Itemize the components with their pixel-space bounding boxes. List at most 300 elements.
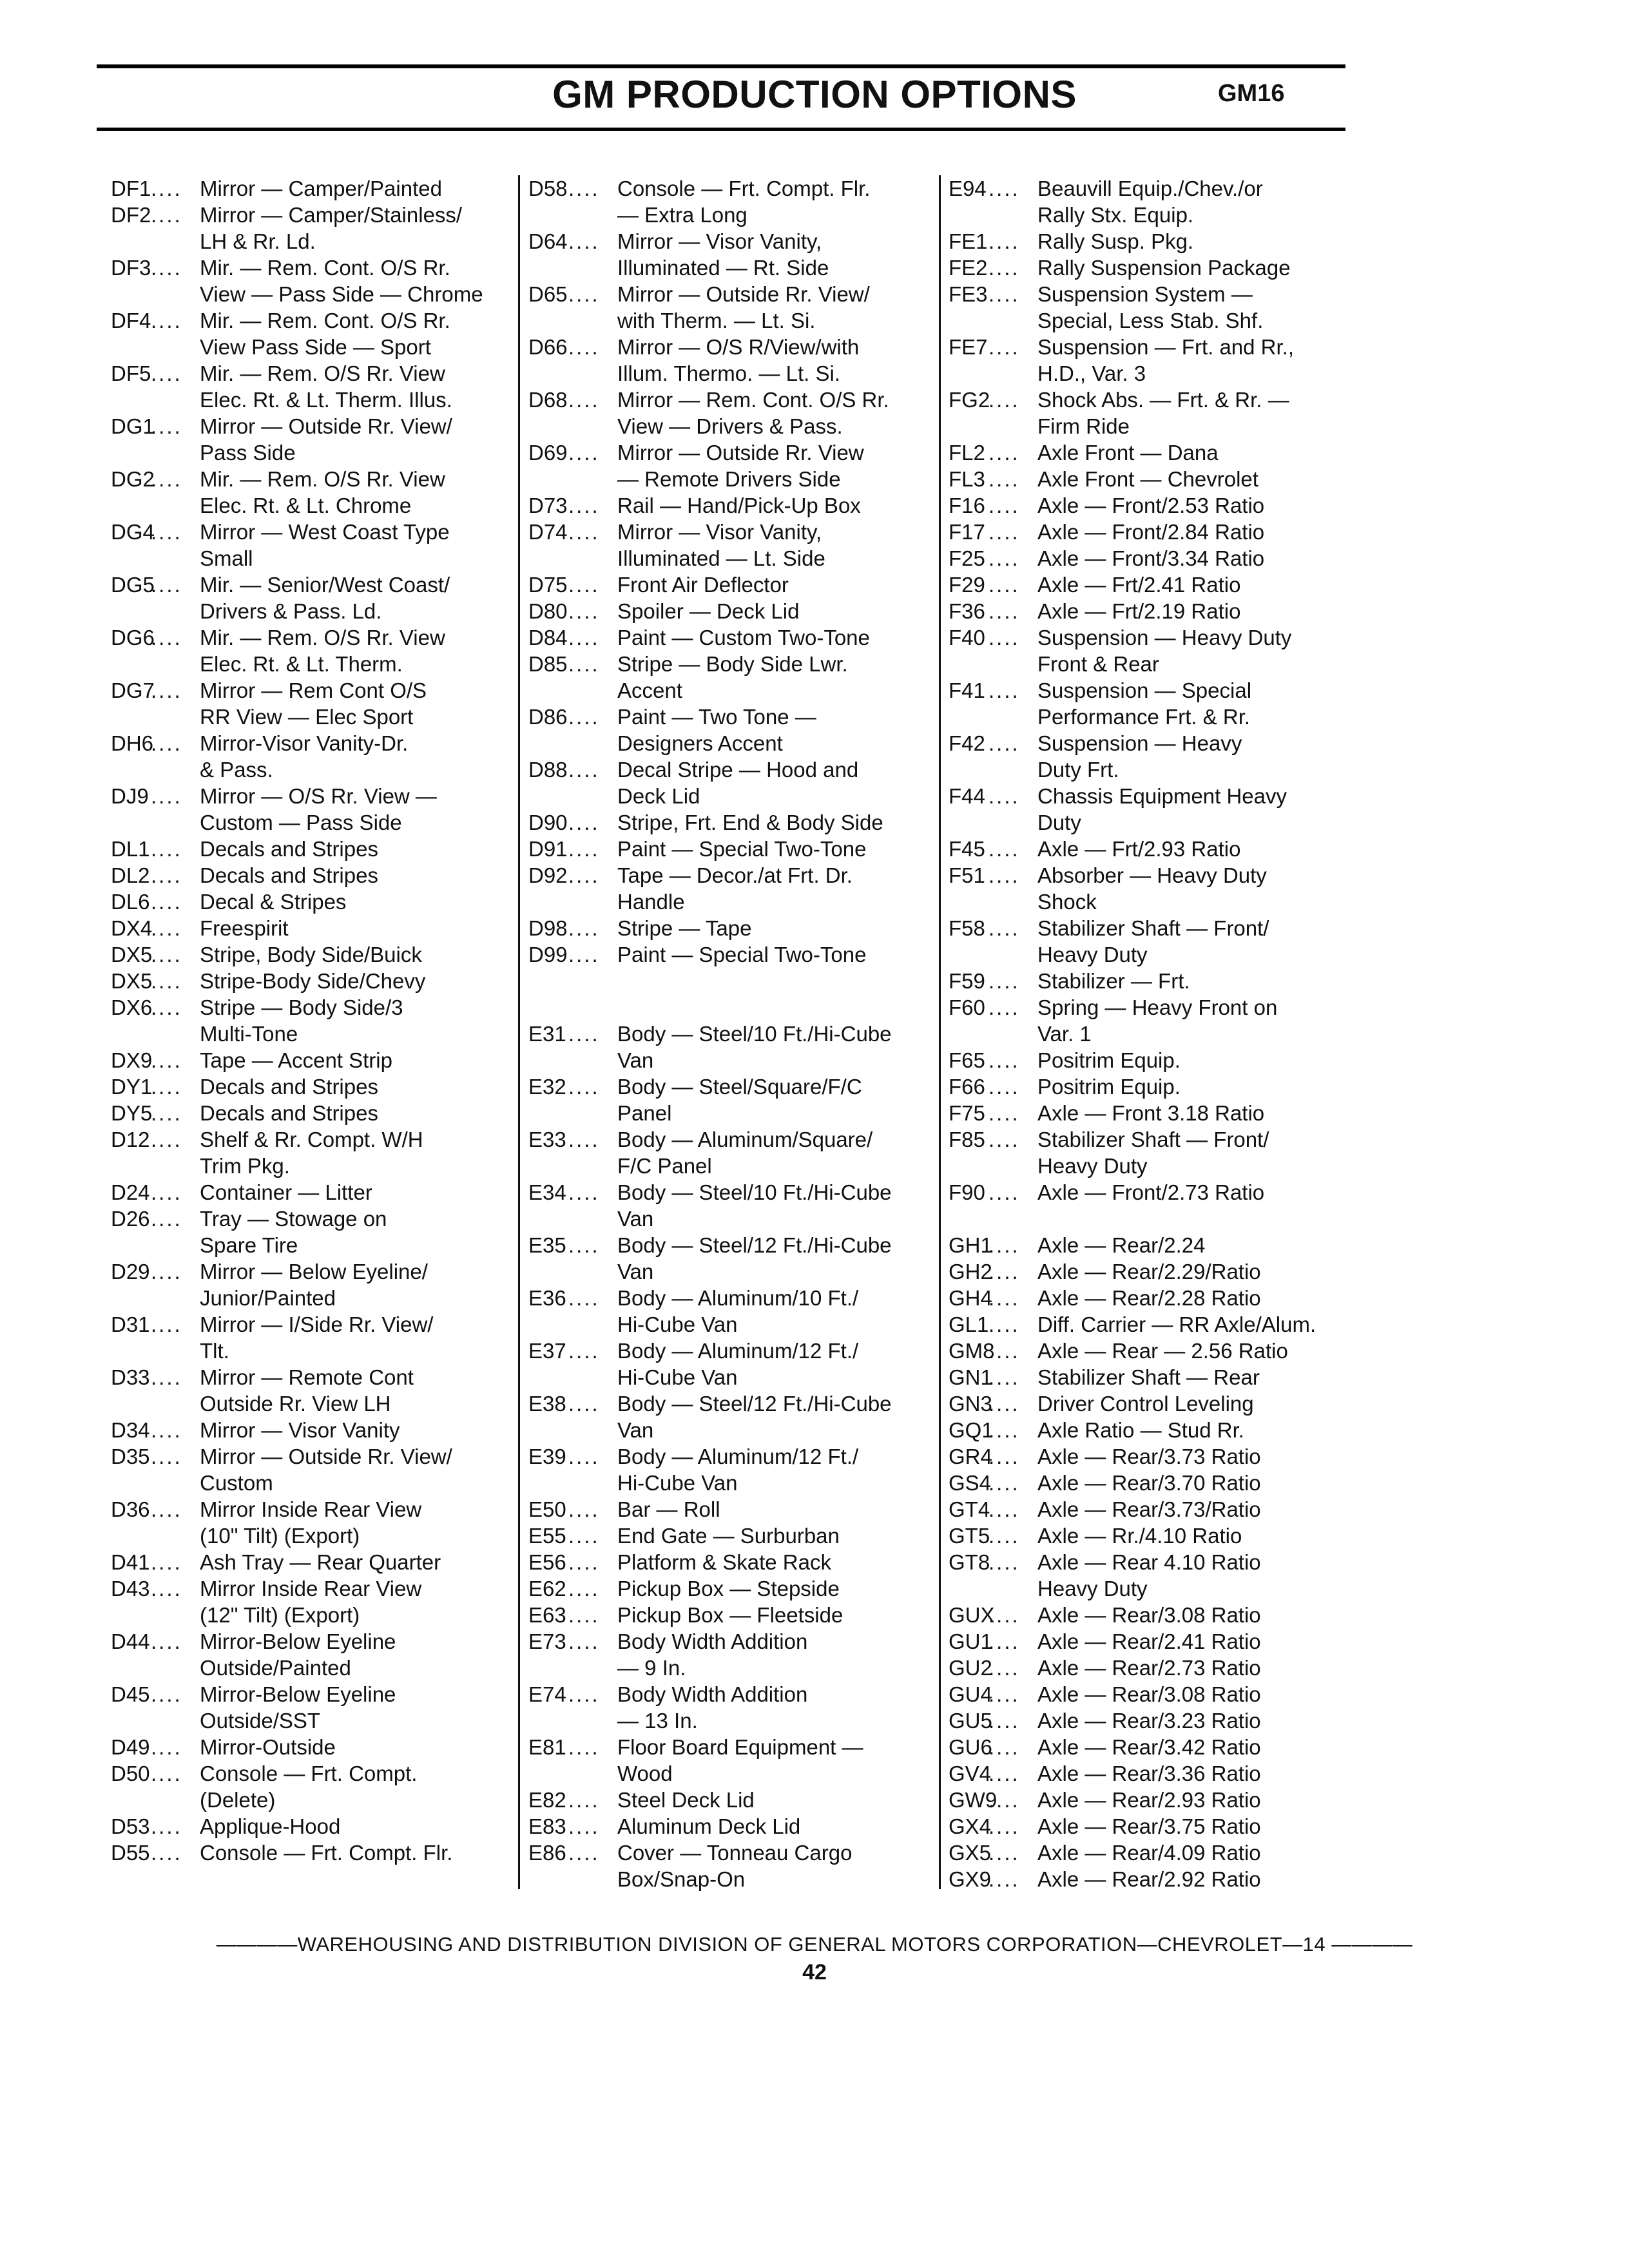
leader-dots: ....: [988, 441, 1020, 465]
option-description: Heavy Duty: [1037, 1577, 1148, 1600]
option-code: D69: [528, 441, 568, 465]
option-code: GQ1: [949, 1418, 994, 1442]
leader-dots: ....: [568, 1788, 600, 1812]
leader-dots: ....: [988, 1497, 1020, 1521]
option-description: Decals and Stripes: [200, 837, 378, 861]
options-column-3: [949, 175, 1348, 1915]
option-continuation: [949, 1021, 1348, 1047]
option-description: Body Width Addition: [617, 1629, 808, 1653]
option-description: Drivers & Pass. Ld.: [200, 599, 382, 623]
option-entry: [111, 889, 497, 915]
option-code: DG1: [111, 414, 155, 438]
option-entry: [949, 1364, 1348, 1390]
option-code: E56: [528, 1550, 566, 1574]
option-entry: [949, 1443, 1348, 1470]
option-code: E38: [528, 1392, 566, 1416]
leader-dots: ....: [151, 916, 182, 940]
option-continuation: [528, 307, 928, 334]
leader-dots: ....: [988, 837, 1020, 861]
option-description: Outside/SST: [200, 1709, 321, 1733]
option-description: Mirror — Rem. Cont. O/S Rr.: [617, 388, 889, 412]
option-description: Shock: [1037, 890, 1097, 914]
option-description: Shock Abs. — Frt. & Rr. —: [1037, 388, 1289, 412]
leader-dots: ....: [988, 916, 1020, 940]
option-code: GU1: [949, 1629, 992, 1653]
option-description: Body — Aluminum/12 Ft./: [617, 1339, 859, 1363]
option-code: DX9: [111, 1048, 153, 1072]
leader-dots: ....: [568, 1075, 600, 1099]
option-continuation: [528, 545, 928, 572]
option-continuation: [111, 1602, 497, 1628]
leader-dots: ....: [568, 1524, 600, 1548]
option-description: Duty Frt.: [1037, 758, 1119, 782]
option-entry: [949, 1602, 1348, 1628]
option-description: Mirror-Outside: [200, 1735, 336, 1759]
leader-dots: ....: [568, 1445, 600, 1468]
option-continuation: [949, 809, 1348, 836]
leader-dots: ....: [151, 361, 182, 385]
option-code: D80: [528, 599, 568, 623]
option-code: D55: [111, 1841, 150, 1865]
option-code: D92: [528, 863, 568, 887]
option-description: Axle — Rear/3.42 Ratio: [1037, 1735, 1261, 1759]
option-entry: [949, 968, 1348, 994]
option-code: D34: [111, 1418, 150, 1442]
option-entry: [528, 941, 928, 968]
option-entry: [949, 1126, 1348, 1153]
option-entry: [949, 1417, 1348, 1443]
option-description: Elec. Rt. & Lt. Chrome: [200, 494, 412, 517]
leader-dots: ....: [988, 1392, 1020, 1416]
option-description: Body — Steel/10 Ft./Hi-Cube: [617, 1022, 892, 1046]
option-continuation: [528, 466, 928, 492]
option-description: Spring — Heavy Front on: [1037, 995, 1278, 1019]
option-code: D98: [528, 916, 568, 940]
leader-dots: ....: [988, 1762, 1020, 1785]
option-description: Small: [200, 546, 253, 570]
option-entry: [949, 228, 1348, 255]
leader-dots: ....: [568, 441, 600, 465]
option-description: Axle — Front/2.84 Ratio: [1037, 520, 1265, 544]
option-entry: [111, 255, 497, 281]
option-description: Rail — Hand/Pick-Up Box: [617, 494, 861, 517]
leader-dots: ....: [988, 1286, 1020, 1310]
option-description: Wood: [617, 1762, 673, 1785]
option-entry: [528, 1338, 928, 1364]
column-divider: [939, 175, 941, 1889]
leader-dots: ....: [988, 995, 1020, 1019]
leader-dots: ....: [568, 1603, 600, 1627]
option-entry: [949, 281, 1348, 307]
option-continuation: [528, 730, 928, 756]
option-code: FL2: [949, 441, 985, 465]
leader-dots: ....: [988, 256, 1020, 280]
option-code: GX5: [949, 1841, 992, 1865]
option-continuation: [111, 809, 497, 836]
option-description: Suspension — Special: [1037, 678, 1252, 702]
option-entry: [528, 836, 928, 862]
option-entry: [949, 1311, 1348, 1338]
option-description: Mirror Inside Rear View: [200, 1577, 422, 1600]
option-code: D41: [111, 1550, 150, 1574]
option-description: Custom: [200, 1471, 273, 1495]
leader-dots: ....: [568, 1128, 600, 1151]
option-entry: [528, 228, 928, 255]
option-code: F40: [949, 626, 985, 649]
option-entry: [111, 1681, 497, 1707]
leader-dots: ....: [568, 1233, 600, 1257]
option-description: Mirror — Outside Rr. View: [617, 441, 864, 465]
option-continuation: [528, 413, 928, 439]
option-description: Axle — Front/2.73 Ratio: [1037, 1180, 1265, 1204]
option-description: Mir. — Rem. O/S Rr. View: [200, 626, 445, 649]
option-code: D12: [111, 1128, 150, 1151]
option-code: FE1: [949, 229, 988, 253]
option-description: Axle Front — Chevrolet: [1037, 467, 1258, 491]
leader-dots: ....: [988, 1788, 1020, 1812]
option-description: Elec. Rt. & Lt. Therm.: [200, 652, 403, 676]
option-entry: [949, 994, 1348, 1021]
option-code: D36: [111, 1497, 150, 1521]
option-description: Paint — Special Two-Tone: [617, 837, 867, 861]
option-code: E35: [528, 1233, 566, 1257]
option-entry: [111, 202, 497, 228]
option-entry: [528, 1232, 928, 1258]
leader-dots: ....: [568, 758, 600, 782]
option-continuation: [111, 545, 497, 572]
option-description: Suspension — Heavy Duty: [1037, 626, 1292, 649]
option-continuation: [111, 1285, 497, 1311]
option-code: D66: [528, 335, 568, 359]
option-code: F25: [949, 546, 985, 570]
option-code: DY5: [111, 1101, 153, 1125]
option-code: E81: [528, 1735, 566, 1759]
option-continuation: [528, 1100, 928, 1126]
option-description: Multi-Tone: [200, 1022, 298, 1046]
option-entry: [111, 1179, 497, 1206]
option-description: Stripe — Body Side Lwr.: [617, 652, 848, 676]
option-description: Cover — Tonneau Cargo: [617, 1841, 853, 1865]
option-code: D86: [528, 705, 568, 729]
option-entry: [528, 1734, 928, 1760]
option-code: DF5: [111, 361, 151, 385]
option-continuation: [528, 1417, 928, 1443]
option-description: Stripe — Tape: [617, 916, 752, 940]
option-code: GT5: [949, 1524, 990, 1548]
option-entry: [111, 360, 497, 387]
option-continuation: [528, 1311, 928, 1338]
option-description: View — Pass Side — Chrome: [200, 282, 483, 306]
option-description: Mirror — Rem Cont O/S: [200, 678, 427, 702]
option-entry: [111, 730, 497, 756]
option-description: Rally Susp. Pkg.: [1037, 229, 1194, 253]
option-code: D26: [111, 1207, 150, 1231]
option-entry: [528, 175, 928, 202]
leader-dots: ....: [568, 1392, 600, 1416]
option-code: GS4: [949, 1471, 992, 1495]
option-entry: [528, 572, 928, 598]
options-column-2: [528, 175, 928, 1915]
option-description: Hi-Cube Van: [617, 1312, 738, 1336]
option-code: FE3: [949, 282, 988, 306]
option-description: Illuminated — Rt. Side: [617, 256, 829, 280]
option-description: Front Air Deflector: [617, 573, 789, 597]
option-code: D90: [528, 811, 568, 834]
option-code: F85: [949, 1128, 985, 1151]
option-code: F75: [949, 1101, 985, 1125]
option-description: Pass Side: [200, 441, 296, 465]
option-code: E86: [528, 1841, 566, 1865]
leader-dots: ....: [568, 177, 600, 200]
option-entry: [949, 1047, 1348, 1073]
option-code: DG4: [111, 520, 155, 544]
option-description: Stabilizer Shaft — Rear: [1037, 1365, 1260, 1389]
option-description: Axle — Rear/4.09 Ratio: [1037, 1841, 1261, 1865]
option-continuation: [528, 1707, 928, 1734]
option-description: End Gate — Surburban: [617, 1524, 840, 1548]
option-entry: [949, 1734, 1348, 1760]
option-description: Axle — Rear/2.24: [1037, 1233, 1206, 1257]
option-entry: [111, 994, 497, 1021]
option-description: Mir. — Rem. O/S Rr. View: [200, 467, 445, 491]
option-entry: [949, 255, 1348, 281]
option-continuation: [528, 1760, 928, 1787]
option-code: F41: [949, 678, 985, 702]
leader-dots: ....: [988, 1260, 1020, 1283]
option-description: Applique-Hood: [200, 1814, 341, 1838]
option-continuation: [111, 1470, 497, 1496]
option-code: D31: [111, 1312, 150, 1336]
leader-dots: ....: [151, 863, 182, 887]
leader-dots: ....: [568, 229, 600, 253]
option-description: Chassis Equipment Heavy: [1037, 784, 1287, 808]
option-description: Van: [617, 1207, 654, 1231]
option-continuation: [111, 228, 497, 255]
option-entry: [949, 175, 1348, 202]
option-description: Axle — Rear/2.92 Ratio: [1037, 1867, 1261, 1891]
option-description: Axle — Rear/2.29/Ratio: [1037, 1260, 1261, 1283]
leader-dots: ....: [151, 626, 182, 649]
option-description: Platform & Skate Rack: [617, 1550, 831, 1574]
leader-dots: ....: [988, 335, 1020, 359]
option-code: GT8: [949, 1550, 990, 1574]
option-description: Tlt.: [200, 1339, 229, 1363]
option-description: Junior/Painted: [200, 1286, 336, 1310]
option-description: (Delete): [200, 1788, 276, 1812]
option-description: (10" Tilt) (Export): [200, 1524, 360, 1548]
option-description: Duty: [1037, 811, 1081, 834]
option-continuation: [949, 307, 1348, 334]
option-description: Spoiler — Deck Lid: [617, 599, 800, 623]
option-description: Special, Less Stab. Shf.: [1037, 309, 1264, 332]
option-code: DG2: [111, 467, 155, 491]
option-description: Spare Tire: [200, 1233, 298, 1257]
option-continuation: [528, 1364, 928, 1390]
option-entry: [111, 1443, 497, 1470]
option-code: GU2: [949, 1656, 992, 1680]
option-continuation: [111, 439, 497, 466]
option-description: Decals and Stripes: [200, 863, 378, 887]
option-entry: [111, 783, 497, 809]
option-description: Console — Frt. Compt. Flr.: [200, 1841, 453, 1865]
option-description: Body — Steel/10 Ft./Hi-Cube: [617, 1180, 892, 1204]
option-description: Tape — Decor./at Frt. Dr.: [617, 863, 853, 887]
leader-dots: ....: [151, 890, 182, 914]
option-description: — Extra Long: [617, 203, 747, 227]
leader-dots: ....: [988, 1471, 1020, 1495]
leader-dots: ....: [988, 731, 1020, 755]
leader-dots: ....: [568, 573, 600, 597]
option-description: Driver Control Leveling: [1037, 1392, 1254, 1416]
leader-dots: ....: [988, 1445, 1020, 1468]
option-description: Mir. — Rem. O/S Rr. View: [200, 361, 445, 385]
option-description: Axle — Rear/3.08 Ratio: [1037, 1603, 1261, 1627]
option-description: Mirror — Visor Vanity,: [617, 229, 822, 253]
option-description: Outside Rr. View LH: [200, 1392, 391, 1416]
option-entry: [111, 915, 497, 941]
leader-dots: ....: [568, 335, 600, 359]
leader-dots: ....: [151, 1841, 182, 1865]
leader-dots: ....: [151, 1445, 182, 1468]
option-code: GN1: [949, 1365, 992, 1389]
option-entry: [528, 281, 928, 307]
option-entry: [949, 387, 1348, 413]
option-entry: [111, 1364, 497, 1390]
option-entry: [111, 1258, 497, 1285]
leader-dots: ....: [988, 467, 1020, 491]
option-description: Van: [617, 1048, 654, 1072]
option-continuation: [949, 1153, 1348, 1179]
leader-dots: ....: [988, 520, 1020, 544]
option-entry: [111, 1734, 497, 1760]
option-description: Performance Frt. & Rr.: [1037, 705, 1251, 729]
option-code: E62: [528, 1577, 566, 1600]
option-code: GR4: [949, 1445, 992, 1468]
option-description: Mirror — Outside Rr. View/: [200, 414, 452, 438]
leader-dots: ....: [568, 1022, 600, 1046]
option-description: Front & Rear: [1037, 652, 1159, 676]
option-description: Axle Ratio — Stud Rr.: [1037, 1418, 1244, 1442]
option-continuation: [528, 1258, 928, 1285]
leader-dots: ....: [151, 1180, 182, 1204]
option-entry: [528, 1681, 928, 1707]
option-code: F36: [949, 599, 985, 623]
option-code: E32: [528, 1075, 566, 1099]
leader-dots: ....: [151, 573, 182, 597]
option-description: Handle: [617, 890, 685, 914]
option-entry: [111, 1628, 497, 1655]
option-entry: [528, 1840, 928, 1866]
option-continuation: [528, 677, 928, 704]
option-description: Axle — Rear/3.08 Ratio: [1037, 1682, 1261, 1706]
option-description: Mirror — O/S Rr. View —: [200, 784, 437, 808]
option-description: Accent: [617, 678, 682, 702]
leader-dots: ....: [988, 1603, 1020, 1627]
option-continuation: [528, 255, 928, 281]
option-description: Axle — Front/3.34 Ratio: [1037, 546, 1265, 570]
footer-line: ————WAREHOUSING AND DISTRIBUTION DIVISION OF GENERAL MOTORS CORPORATION—CHEVROLET—14 ————: [216, 1933, 1413, 1956]
option-entry: [949, 1760, 1348, 1787]
option-entry: [949, 545, 1348, 572]
option-code: GM8: [949, 1339, 995, 1363]
option-description: Mirror-Below Eyeline: [200, 1682, 396, 1706]
option-description: Axle — Rear/2.28 Ratio: [1037, 1286, 1261, 1310]
option-continuation: [949, 1575, 1348, 1602]
leader-dots: ....: [988, 1233, 1020, 1257]
option-code: E83: [528, 1814, 566, 1838]
option-description: Axle — Rear/2.93 Ratio: [1037, 1788, 1261, 1812]
option-code: FE2: [949, 256, 988, 280]
option-description: Suspension — Frt. and Rr.,: [1037, 335, 1295, 359]
option-continuation: [528, 1047, 928, 1073]
option-description: Mirror — Outside Rr. View/: [617, 282, 870, 306]
leader-dots: ....: [988, 177, 1020, 200]
option-continuation: [528, 1655, 928, 1681]
option-continuation: [111, 1787, 497, 1813]
option-entry: [528, 1813, 928, 1840]
leader-dots: ....: [988, 1550, 1020, 1574]
option-entry: [111, 1126, 497, 1153]
option-continuation: [949, 704, 1348, 730]
leader-dots: ....: [988, 1656, 1020, 1680]
option-description: Paint — Special Two-Tone: [617, 943, 867, 966]
option-description: Mirror — Outside Rr. View/: [200, 1445, 452, 1468]
option-code: DL2: [111, 863, 150, 887]
option-code: F17: [949, 520, 985, 544]
option-description: Aluminum Deck Lid: [617, 1814, 801, 1838]
leader-dots: ....: [151, 414, 182, 438]
option-entry: [949, 334, 1348, 360]
option-entry: [949, 1285, 1348, 1311]
option-continuation: [111, 1153, 497, 1179]
option-entry: [111, 677, 497, 704]
option-description: & Pass.: [200, 758, 273, 782]
option-description: Axle — Rear/3.73 Ratio: [1037, 1445, 1261, 1468]
option-entry: [111, 1496, 497, 1523]
option-description: Decals and Stripes: [200, 1101, 378, 1125]
option-entry: [111, 413, 497, 439]
option-entry: [111, 572, 497, 598]
option-description: Var. 1: [1037, 1022, 1092, 1046]
option-description: Stripe, Frt. End & Body Side: [617, 811, 883, 834]
option-continuation: [111, 1338, 497, 1364]
option-description: Stabilizer Shaft — Front/: [1037, 1128, 1269, 1151]
option-description: Bar — Roll: [617, 1497, 720, 1521]
option-entry: [111, 1813, 497, 1840]
option-description: Mirror-Below Eyeline: [200, 1629, 396, 1653]
option-description: H.D., Var. 3: [1037, 361, 1146, 385]
option-code: FL3: [949, 467, 985, 491]
option-description: Console — Frt. Compt. Flr.: [617, 177, 871, 200]
leader-dots: ....: [151, 1682, 182, 1706]
leader-dots: ....: [151, 1629, 182, 1653]
leader-dots: ....: [988, 1339, 1020, 1363]
option-description: Diff. Carrier — RR Axle/Alum.: [1037, 1312, 1316, 1336]
option-entry: [949, 915, 1348, 941]
option-entry: [111, 1047, 497, 1073]
option-entry: [111, 1417, 497, 1443]
option-entry: [528, 915, 928, 941]
option-code: D85: [528, 652, 568, 676]
option-description: View — Drivers & Pass.: [617, 414, 843, 438]
option-description: Body — Steel/12 Ft./Hi-Cube: [617, 1233, 892, 1257]
option-code: GX4: [949, 1814, 992, 1838]
option-description: Mirror — Remote Cont: [200, 1365, 414, 1389]
option-description: Tape — Accent Strip: [200, 1048, 392, 1072]
option-entry: [949, 1549, 1348, 1575]
option-continuation: [949, 202, 1348, 228]
leader-dots: ....: [988, 863, 1020, 887]
